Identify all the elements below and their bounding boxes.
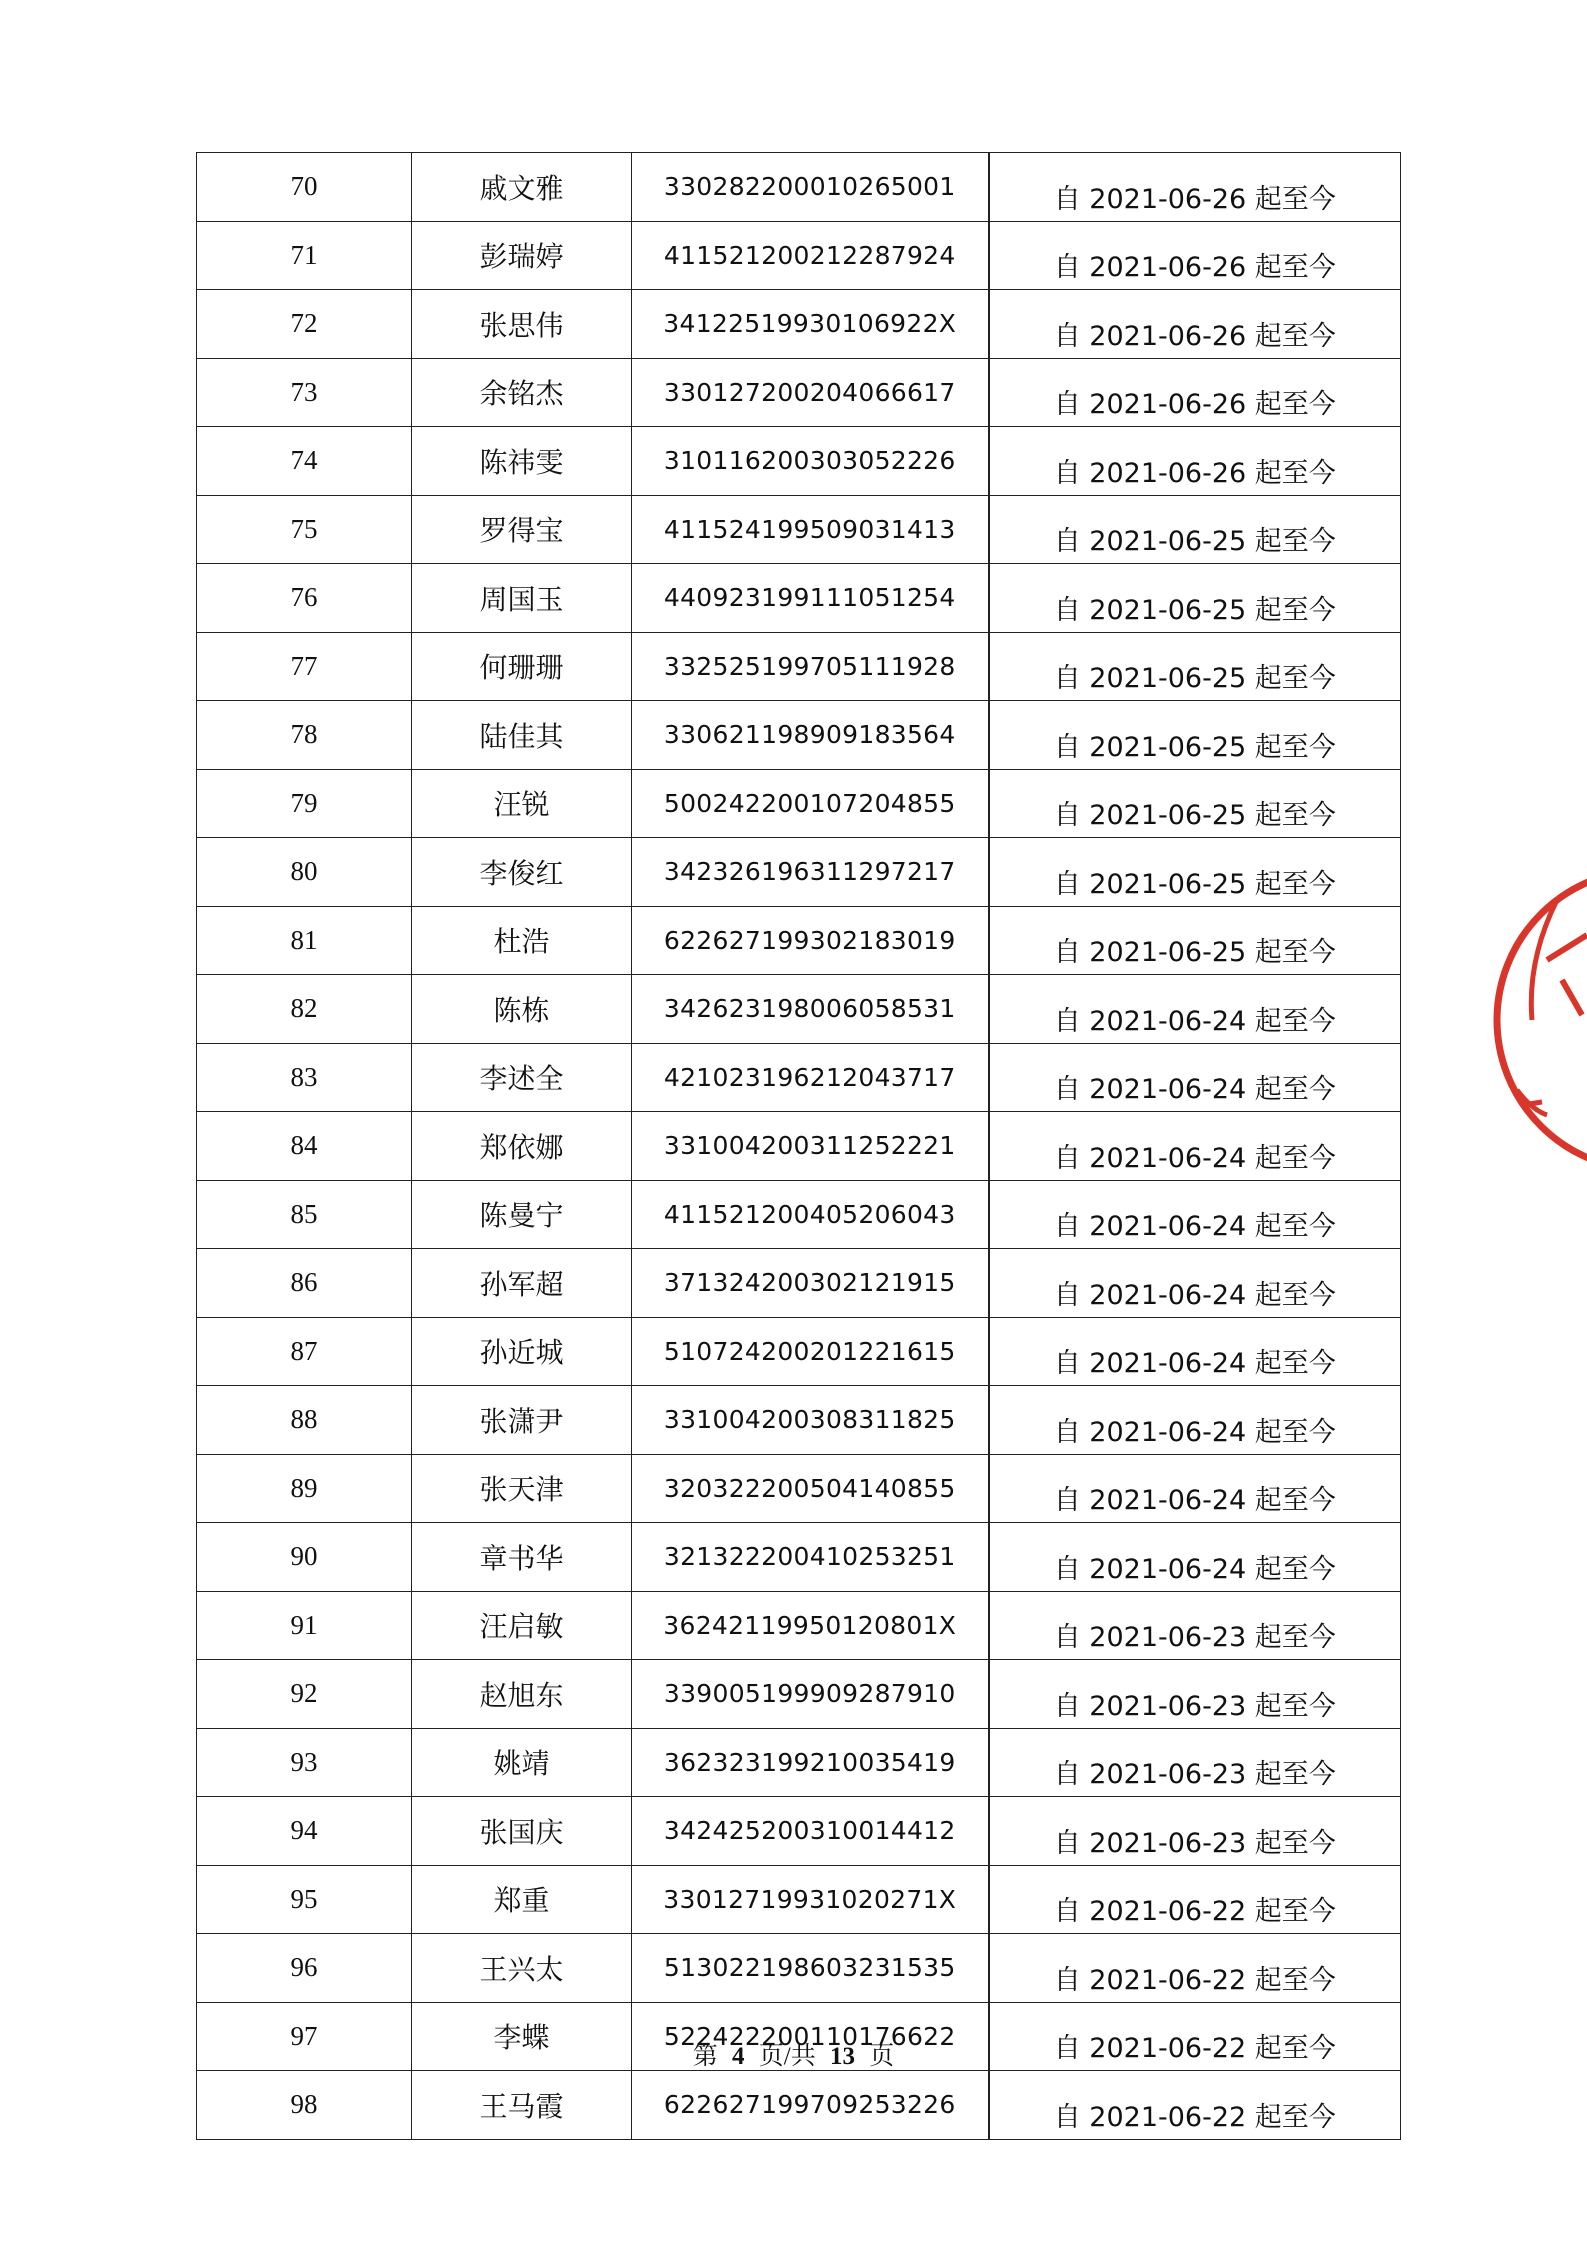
- table-row: [197, 153, 1401, 222]
- table-row: [197, 427, 1401, 496]
- period-cell: 自 2021-06-24 起至今: [989, 1386, 1401, 1455]
- name-cell: 章书华: [412, 1523, 632, 1592]
- table-row: [197, 1112, 1401, 1181]
- table-row: [197, 838, 1401, 907]
- row-number-cell: 71: [197, 221, 412, 290]
- row-number-cell: 73: [197, 358, 412, 427]
- table-row: [197, 632, 1401, 701]
- row-number-cell: 88: [197, 1386, 412, 1455]
- table-row: [197, 358, 1401, 427]
- row-number-cell: 98: [197, 2071, 412, 2140]
- period-cell: 自 2021-06-24 起至今: [989, 1317, 1401, 1386]
- name-cell: 汪启敏: [412, 1591, 632, 1660]
- id-number-cell: 33012719931020271X: [632, 1865, 989, 1934]
- id-number-cell: 331004200311252221: [632, 1112, 989, 1181]
- id-number-cell: 342425200310014412: [632, 1797, 989, 1866]
- table-row: [197, 1043, 1401, 1112]
- period-cell: 自 2021-06-26 起至今: [989, 153, 1401, 222]
- name-cell: 李述全: [412, 1043, 632, 1112]
- table-row: [197, 1728, 1401, 1797]
- footer-middle: 页/共: [758, 2043, 816, 2070]
- current-page-number: 4: [732, 2043, 745, 2070]
- name-cell: 罗得宝: [412, 495, 632, 564]
- name-cell: 王马霞: [412, 2071, 632, 2140]
- row-number-cell: 75: [197, 495, 412, 564]
- row-number-cell: 94: [197, 1797, 412, 1866]
- id-number-cell: 320322200504140855: [632, 1454, 989, 1523]
- id-number-cell: 500242200107204855: [632, 769, 989, 838]
- name-cell: 姚靖: [412, 1728, 632, 1797]
- table-row: [197, 1249, 1401, 1318]
- period-cell: 自 2021-06-24 起至今: [989, 975, 1401, 1044]
- row-number-cell: 83: [197, 1043, 412, 1112]
- period-cell: 自 2021-06-23 起至今: [989, 1728, 1401, 1797]
- row-number-cell: 91: [197, 1591, 412, 1660]
- period-cell: 自 2021-06-24 起至今: [989, 1523, 1401, 1592]
- seal-mark-1: [1547, 935, 1587, 1015]
- name-cell: 陈祎雯: [412, 427, 632, 496]
- table-row: [197, 2071, 1401, 2140]
- id-number-cell: 310116200303052226: [632, 427, 989, 496]
- id-number-cell: 321322200410253251: [632, 1523, 989, 1592]
- row-number-cell: 96: [197, 1934, 412, 2003]
- id-number-cell: 440923199111051254: [632, 564, 989, 633]
- id-number-cell: 330621198909183564: [632, 701, 989, 770]
- id-number-cell: 522422200110176622: [632, 2002, 989, 2071]
- name-cell: 何珊珊: [412, 632, 632, 701]
- table-row: [197, 906, 1401, 975]
- row-number-cell: 77: [197, 632, 412, 701]
- name-cell: 戚文雅: [412, 153, 632, 222]
- name-cell: 孙近城: [412, 1317, 632, 1386]
- row-number-cell: 76: [197, 564, 412, 633]
- period-cell: 自 2021-06-25 起至今: [989, 906, 1401, 975]
- row-number-cell: 87: [197, 1317, 412, 1386]
- row-number-cell: 70: [197, 153, 412, 222]
- table-row: [197, 1797, 1401, 1866]
- table-row: [197, 495, 1401, 564]
- row-number-cell: 81: [197, 906, 412, 975]
- row-number-cell: 84: [197, 1112, 412, 1181]
- period-cell: 自 2021-06-24 起至今: [989, 1180, 1401, 1249]
- page-footer: [0, 2036, 1587, 2072]
- period-cell: 自 2021-06-24 起至今: [989, 1043, 1401, 1112]
- table-row: [197, 701, 1401, 770]
- row-number-cell: 80: [197, 838, 412, 907]
- name-cell: 彭瑞婷: [412, 221, 632, 290]
- name-cell: 周国玉: [412, 564, 632, 633]
- period-cell: 自 2021-06-26 起至今: [989, 290, 1401, 359]
- name-cell: 张国庆: [412, 1797, 632, 1866]
- id-number-cell: 362323199210035419: [632, 1728, 989, 1797]
- period-cell: 自 2021-06-24 起至今: [989, 1112, 1401, 1181]
- table-row: [197, 1180, 1401, 1249]
- name-cell: 陆佳其: [412, 701, 632, 770]
- id-number-cell: 339005199909287910: [632, 1660, 989, 1729]
- period-cell: 自 2021-06-25 起至今: [989, 769, 1401, 838]
- table-row: [197, 221, 1401, 290]
- id-number-cell: 330127200204066617: [632, 358, 989, 427]
- name-cell: 陈栋: [412, 975, 632, 1044]
- id-number-cell: 510724200201221615: [632, 1317, 989, 1386]
- id-number-cell: 36242119950120801X: [632, 1591, 989, 1660]
- id-number-cell: 34122519930106922X: [632, 290, 989, 359]
- id-number-cell: 332525199705111928: [632, 632, 989, 701]
- row-number-cell: 79: [197, 769, 412, 838]
- table-row: [197, 769, 1401, 838]
- row-number-cell: 72: [197, 290, 412, 359]
- row-number-cell: 92: [197, 1660, 412, 1729]
- name-cell: 郑依娜: [412, 1112, 632, 1181]
- row-number-cell: 82: [197, 975, 412, 1044]
- id-number-cell: 342326196311297217: [632, 838, 989, 907]
- table-row: [197, 1865, 1401, 1934]
- name-cell: 孙军超: [412, 1249, 632, 1318]
- id-number-cell: 622627199302183019: [632, 906, 989, 975]
- id-number-cell: 331004200308311825: [632, 1386, 989, 1455]
- period-cell: 自 2021-06-23 起至今: [989, 1797, 1401, 1866]
- id-number-cell: 622627199709253226: [632, 2071, 989, 2140]
- name-cell: 陈曼宁: [412, 1180, 632, 1249]
- official-seal-stamp: [1487, 840, 1587, 1200]
- name-cell: 李俊红: [412, 838, 632, 907]
- id-number-cell: 513022198603231535: [632, 1934, 989, 2003]
- row-number-cell: 95: [197, 1865, 412, 1934]
- row-number-cell: 85: [197, 1180, 412, 1249]
- table-row: [197, 1386, 1401, 1455]
- name-cell: 王兴太: [412, 1934, 632, 2003]
- name-cell: 张思伟: [412, 290, 632, 359]
- row-number-cell: 93: [197, 1728, 412, 1797]
- period-cell: 自 2021-06-25 起至今: [989, 701, 1401, 770]
- row-number-cell: 86: [197, 1249, 412, 1318]
- table-row: [197, 1660, 1401, 1729]
- row-number-cell: 89: [197, 1454, 412, 1523]
- personnel-table: [196, 152, 1401, 2140]
- period-cell: 自 2021-06-22 起至今: [989, 2002, 1401, 2071]
- period-cell: 自 2021-06-25 起至今: [989, 495, 1401, 564]
- period-cell: 自 2021-06-22 起至今: [989, 1865, 1401, 1934]
- name-cell: 余铭杰: [412, 358, 632, 427]
- period-cell: 自 2021-06-25 起至今: [989, 632, 1401, 701]
- id-number-cell: 330282200010265001: [632, 153, 989, 222]
- name-cell: 郑重: [412, 1865, 632, 1934]
- id-number-cell: 411524199509031413: [632, 495, 989, 564]
- period-cell: 自 2021-06-22 起至今: [989, 2071, 1401, 2140]
- table-row: [197, 290, 1401, 359]
- table-row: [197, 1317, 1401, 1386]
- period-cell: 自 2021-06-23 起至今: [989, 1660, 1401, 1729]
- name-cell: 汪锐: [412, 769, 632, 838]
- table-row: [197, 975, 1401, 1044]
- period-cell: 自 2021-06-25 起至今: [989, 564, 1401, 633]
- table-row: [197, 564, 1401, 633]
- id-number-cell: 342623198006058531: [632, 975, 989, 1044]
- table-body: [197, 153, 1401, 2140]
- name-cell: 赵旭东: [412, 1660, 632, 1729]
- period-cell: 自 2021-06-22 起至今: [989, 1934, 1401, 2003]
- period-cell: 自 2021-06-26 起至今: [989, 427, 1401, 496]
- row-number-cell: 78: [197, 701, 412, 770]
- period-cell: 自 2021-06-26 起至今: [989, 221, 1401, 290]
- name-cell: 张潇尹: [412, 1386, 632, 1455]
- id-number-cell: 371324200302121915: [632, 1249, 989, 1318]
- table-row: [197, 1934, 1401, 2003]
- id-number-cell: 411521200405206043: [632, 1180, 989, 1249]
- name-cell: 张天津: [412, 1454, 632, 1523]
- period-cell: 自 2021-06-25 起至今: [989, 838, 1401, 907]
- seal-ring: [1497, 870, 1587, 1170]
- table-row: [197, 1523, 1401, 1592]
- period-cell: 自 2021-06-24 起至今: [989, 1454, 1401, 1523]
- row-number-cell: 90: [197, 1523, 412, 1592]
- period-cell: 自 2021-06-24 起至今: [989, 1249, 1401, 1318]
- table-row: [197, 1454, 1401, 1523]
- id-number-cell: 411521200212287924: [632, 221, 989, 290]
- name-cell: 李蝶: [412, 2002, 632, 2071]
- id-number-cell: 421023196212043717: [632, 1043, 989, 1112]
- row-number-cell: 74: [197, 427, 412, 496]
- name-cell: 杜浩: [412, 906, 632, 975]
- total-pages-number: 13: [829, 2043, 855, 2070]
- row-number-cell: 97: [197, 2002, 412, 2071]
- period-cell: 自 2021-06-26 起至今: [989, 358, 1401, 427]
- table-row: [197, 1591, 1401, 1660]
- footer-suffix: 页: [869, 2043, 895, 2070]
- period-cell: 自 2021-06-23 起至今: [989, 1591, 1401, 1660]
- footer-prefix: 第: [692, 2043, 718, 2070]
